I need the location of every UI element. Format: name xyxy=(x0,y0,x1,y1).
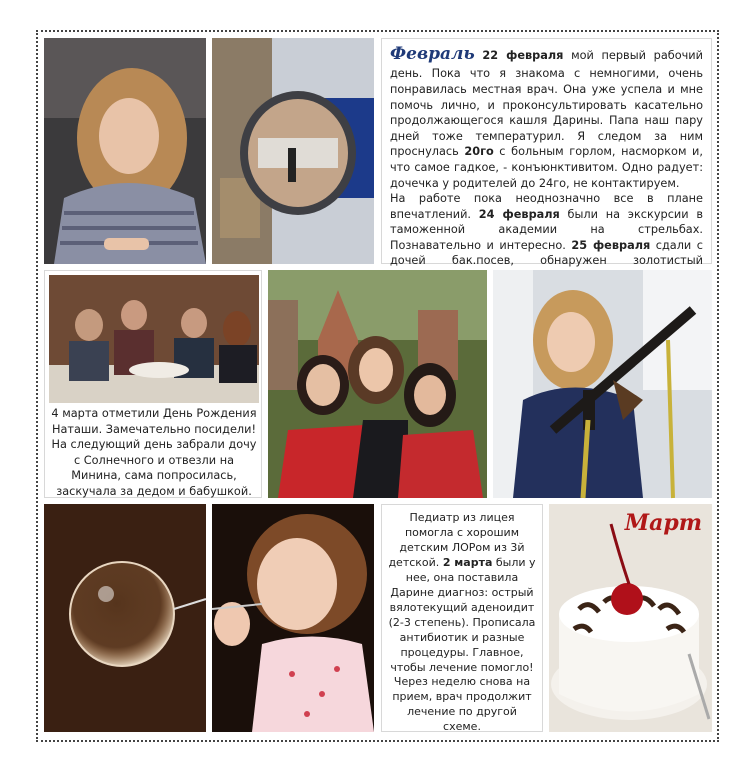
rifle-photo xyxy=(493,270,712,498)
museum-mirror-photo xyxy=(212,38,374,264)
date-22-feb: 22 февраля xyxy=(482,49,564,62)
february-title: Февраль xyxy=(390,44,475,64)
portrait-photo xyxy=(44,38,206,264)
date-2-march: 2 марта xyxy=(442,555,493,569)
birthday-card xyxy=(44,270,262,498)
march-title: Март xyxy=(624,510,702,536)
birthday-text: 4 марта отметили День Рождения Наташи. Замечательно посидели! На следующий день забрали дочу с Солнечного и отвезли на Минина, сама попросилась, заскучала за дедом и бабушкой. xyxy=(51,407,257,498)
february-text: Февраль 22 февраля мой первый рабочий день. Пока что я знакома с немногими, очень понравилась местная врач. Она уже успела и мне помочь лично, и проконсультировать касательно продолжающегося кашля Дарины. Папа наш пару дней тоже температурил. Я следом за ним проснулась 20го с больным горлом, насморком и, что самое гадкое, - конъюнктивитом. Одно радует: дочечка у родителей до 24го, не контактируем. На работе пока неоднозначно все в плане впечатлений. 24 февраля были на экскурсии в таможенной академии на стрельбах. Познавательно и интересно. 25 февраля сдали с дочей бак.посев, обнаружен золотистый xyxy=(390,44,703,268)
doctor-card xyxy=(381,504,543,732)
girl-blowing-bubbles-photo xyxy=(212,504,374,732)
birthday-party-photo xyxy=(49,275,259,403)
cake-photo xyxy=(549,504,712,732)
doctor-text: Педиатр из лицея помогла с хорошим детским ЛОРом из 3й детской. 2 марта были у нее, она поставила Дарине диагноз: острый вялотекущий аденоидит (2-3 степень). Прописала антибиотик и разные процедуры. Главное, чтобы лечение помогло! Через неделю снова на прием, врач продолжит лечение по другой схеме. xyxy=(388,511,536,734)
february-journal-card xyxy=(381,38,712,268)
soap-bubble-photo xyxy=(44,504,206,732)
three-women-photo xyxy=(268,270,487,498)
